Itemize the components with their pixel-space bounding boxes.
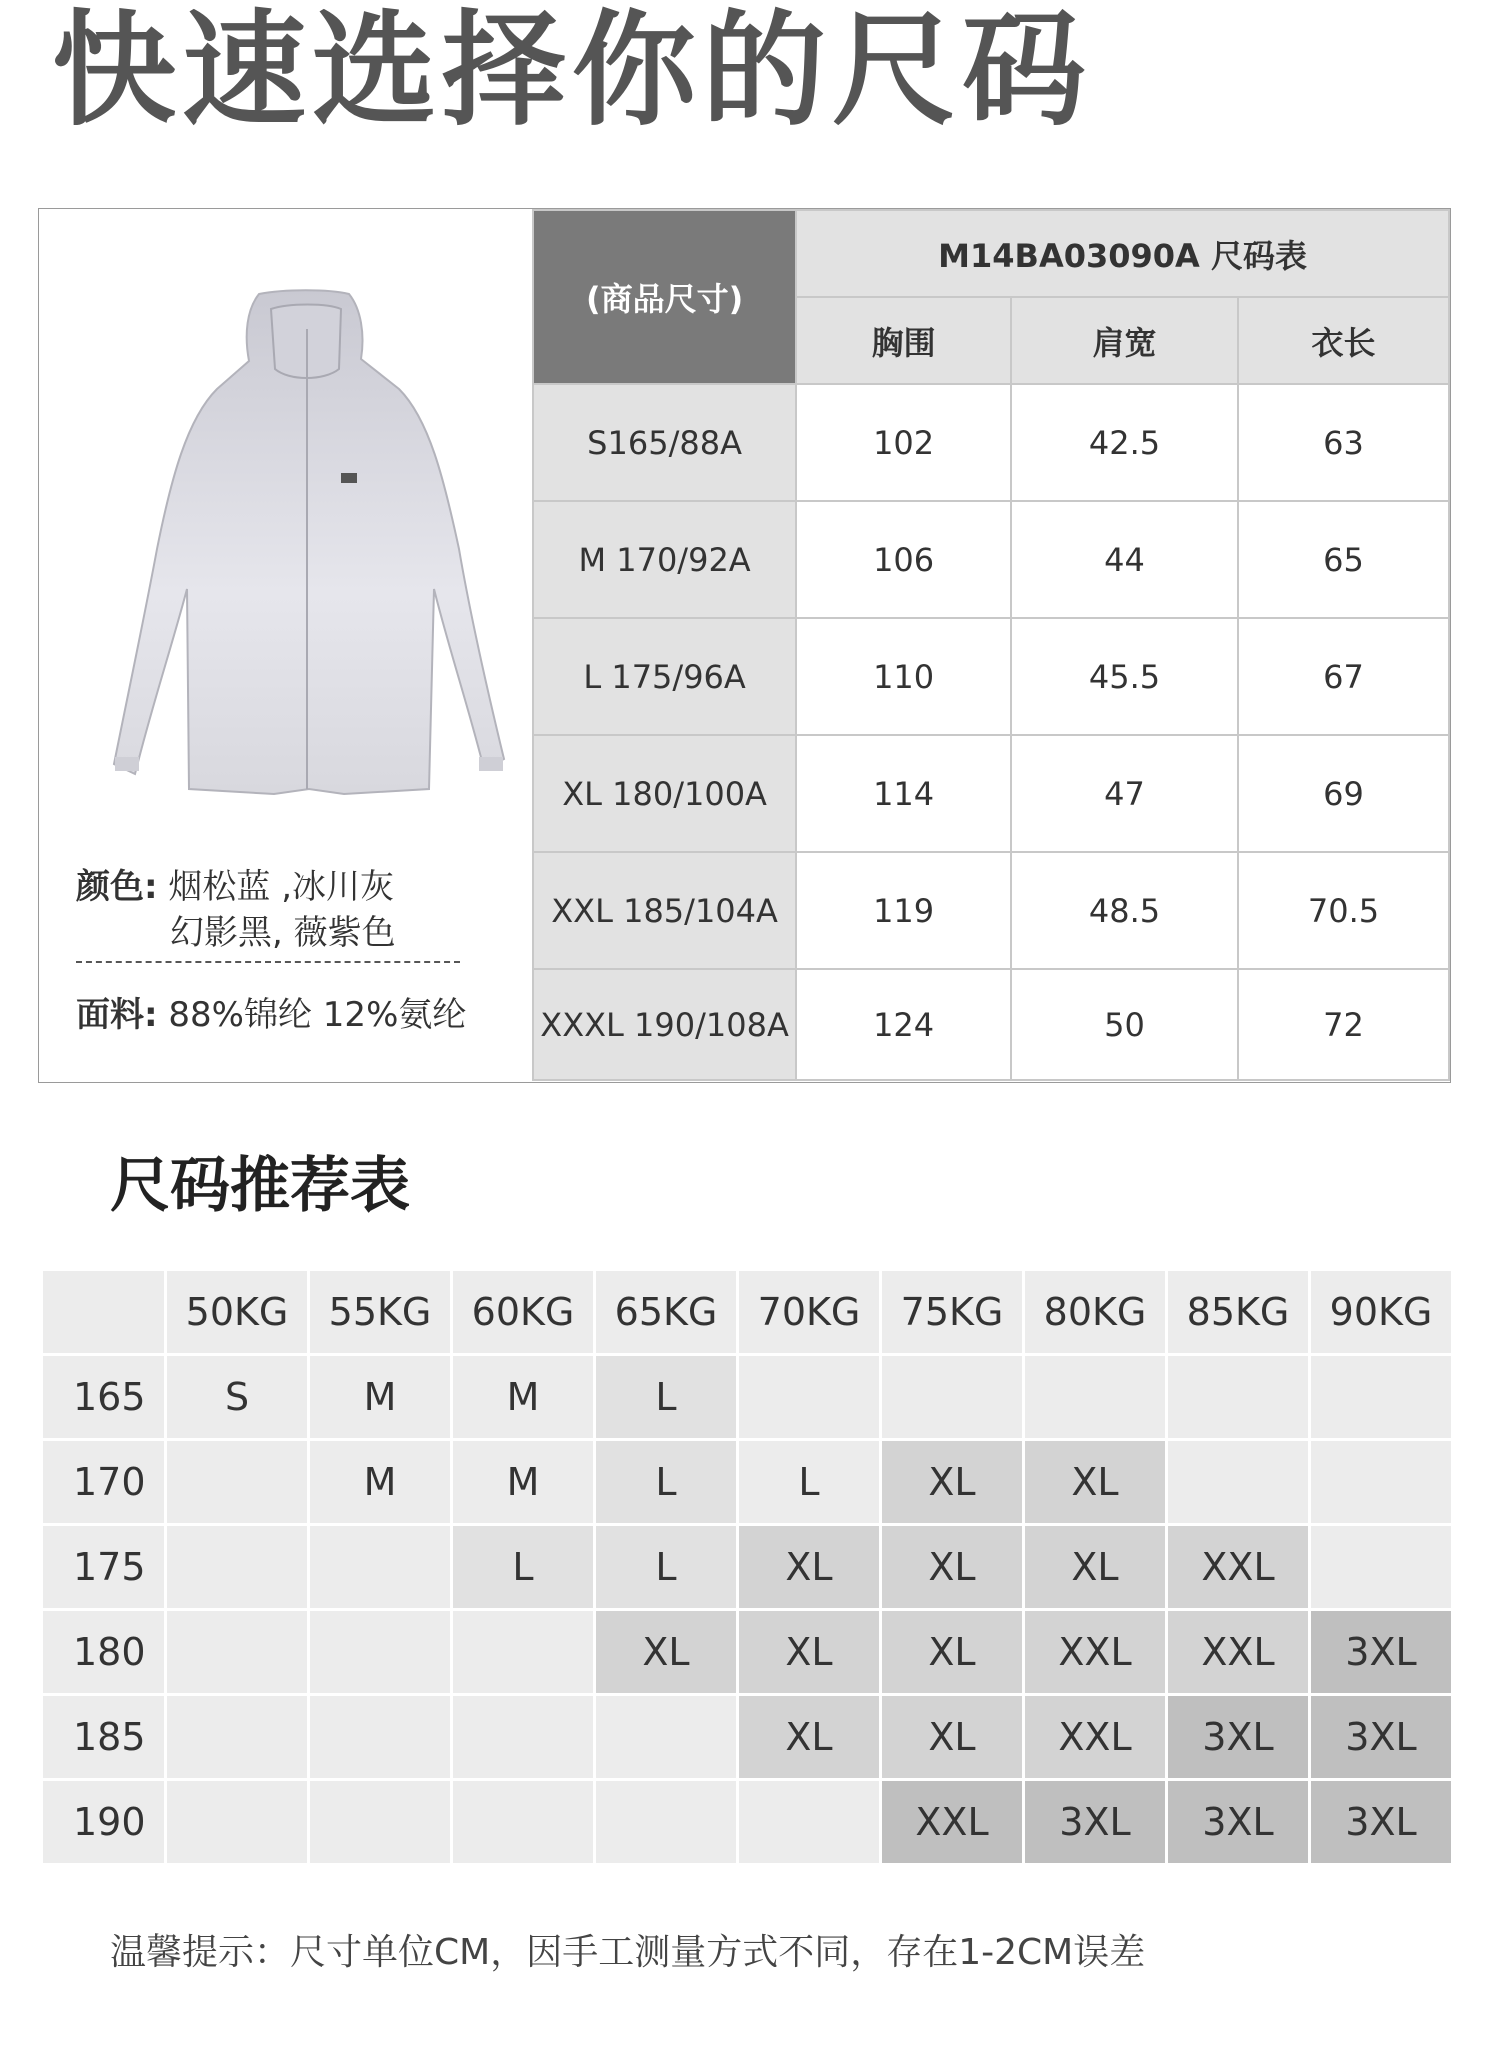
recommend-cell: XXL [882,1781,1022,1863]
recommend-cell [167,1441,307,1523]
recommend-cell: M [453,1356,593,1438]
recommend-cell: XXL [1168,1526,1308,1608]
length-value: 70.5 [1238,852,1449,969]
recommend-row [43,1611,1451,1693]
recommend-cell [310,1526,450,1608]
recommend-cell [310,1781,450,1863]
length-value: 69 [1238,735,1449,852]
recommend-cell: XL [1025,1526,1165,1608]
shoulder-value: 48.5 [1011,852,1238,969]
logo-icon [341,473,357,483]
length-value: 72 [1238,969,1449,1080]
col-header-shoulder: 肩宽 [1011,297,1238,384]
table-row [533,501,1449,618]
shoulder-value: 44 [1011,501,1238,618]
chest-value: 102 [796,384,1011,501]
recommend-cell [739,1781,879,1863]
recommend-cell: 3XL [1311,1696,1451,1778]
recommend-cell: XL [739,1611,879,1693]
col-header-length: 衣长 [1238,297,1449,384]
recommend-cell: L [739,1441,879,1523]
weight-header: 90KG [1311,1271,1451,1353]
size-label: XL 180/100A [533,735,796,852]
recommend-cell: XXL [1025,1696,1165,1778]
recommend-cell: XL [1025,1441,1165,1523]
col-header-chest: 胸围 [796,297,1011,384]
weight-header: 65KG [596,1271,736,1353]
recommend-cell [453,1611,593,1693]
recommend-corner [43,1271,164,1353]
recommend-cell: M [453,1441,593,1523]
weight-header: 80KG [1025,1271,1165,1353]
recommend-cell [167,1781,307,1863]
recommend-cell: XL [882,1611,1022,1693]
table-row [533,618,1449,735]
recommend-cell [167,1526,307,1608]
recommend-row [43,1526,1451,1608]
recommend-cell [167,1696,307,1778]
recommend-table [40,1268,1454,1866]
recommend-cell: L [453,1526,593,1608]
shoulder-value: 47 [1011,735,1238,852]
recommend-cell: XL [596,1611,736,1693]
recommend-cell: 3XL [1311,1611,1451,1693]
height-label: 175 [43,1526,164,1608]
fabric-value: 88%锦纶 12%氨纶 [168,995,467,1035]
recommend-cell [1168,1441,1308,1523]
recommend-cell [596,1781,736,1863]
fabric-label: 面料: [76,995,158,1035]
recommend-cell: XXL [1025,1611,1165,1693]
shoulder-value: 45.5 [1011,618,1238,735]
recommend-cell [882,1356,1022,1438]
recommend-cell [1025,1356,1165,1438]
weight-header: 70KG [739,1271,879,1353]
weight-header: 75KG [882,1271,1022,1353]
size-label: S165/88A [533,384,796,501]
length-value: 63 [1238,384,1449,501]
length-value: 67 [1238,618,1449,735]
recommend-cell: XL [882,1441,1022,1523]
weight-header: 85KG [1168,1271,1308,1353]
height-label: 165 [43,1356,164,1438]
recommend-cell: 3XL [1168,1696,1308,1778]
color-value-line1: 烟松蓝 ,冰川灰 [168,867,395,907]
recommend-cell [739,1356,879,1438]
recommend-body [43,1356,1451,1863]
recommend-cell [1311,1356,1451,1438]
divider [76,961,460,963]
recommend-cell: XL [739,1696,879,1778]
recommend-title: 尺码推荐表 [110,1151,410,1221]
recommend-cell: L [596,1441,736,1523]
table-row [533,735,1449,852]
weight-header: 60KG [453,1271,593,1353]
recommend-cell [167,1611,307,1693]
recommend-cell: M [310,1441,450,1523]
chest-value: 114 [796,735,1011,852]
height-label: 180 [43,1611,164,1693]
weight-header: 50KG [167,1271,307,1353]
recommend-cell: XL [882,1696,1022,1778]
recommend-cell: 3XL [1168,1781,1308,1863]
recommend-cell [1311,1441,1451,1523]
weight-header: 55KG [310,1271,450,1353]
recommend-cell: L [596,1526,736,1608]
shoulder-value: 42.5 [1011,384,1238,501]
recommend-cell: M [310,1356,450,1438]
recommend-cell: XL [882,1526,1022,1608]
recommend-cell [310,1696,450,1778]
size-label: M 170/92A [533,501,796,618]
recommend-row [43,1356,1451,1438]
shoulder-value: 50 [1011,969,1238,1080]
measurement-note: 温馨提示：尺寸单位CM，因手工测量方式不同，存在1-2CM误差 [110,1932,1146,1973]
page-title: 快速选择你的尺码 [52,0,1093,143]
recommend-cell: 3XL [1025,1781,1165,1863]
size-table-title: M14BA03090A 尺码表 [796,210,1449,297]
product-info [39,209,533,1082]
color-label: 颜色: [76,867,158,907]
recommend-cell [596,1696,736,1778]
size-table-corner-header: (商品尺寸) [533,210,796,384]
chest-value: 124 [796,969,1011,1080]
recommend-row [43,1441,1451,1523]
chest-value: 110 [796,618,1011,735]
height-label: 185 [43,1696,164,1778]
chest-value: 119 [796,852,1011,969]
recommend-row [43,1781,1451,1863]
color-value-line2: 幻影黑, 薇紫色 [170,913,396,953]
size-label: XXL 185/104A [533,852,796,969]
height-label: 170 [43,1441,164,1523]
recommend-cell: XL [739,1526,879,1608]
length-value: 65 [1238,501,1449,618]
size-table [532,209,1450,1081]
size-chart-panel [38,208,1451,1083]
size-label: XXXL 190/108A [533,969,796,1080]
chest-value: 106 [796,501,1011,618]
recommend-cell [1311,1526,1451,1608]
recommend-cell: L [596,1356,736,1438]
table-row [533,969,1449,1080]
table-row [533,384,1449,501]
recommend-cell: S [167,1356,307,1438]
recommend-row [43,1696,1451,1778]
recommend-cell: XXL [1168,1611,1308,1693]
recommend-cell [453,1781,593,1863]
recommend-cell: 3XL [1311,1781,1451,1863]
recommend-cell [310,1611,450,1693]
recommend-cell [1168,1356,1308,1438]
size-label: L 175/96A [533,618,796,735]
recommend-cell [453,1696,593,1778]
height-label: 190 [43,1781,164,1863]
table-row [533,852,1449,969]
jacket-image [99,289,509,809]
